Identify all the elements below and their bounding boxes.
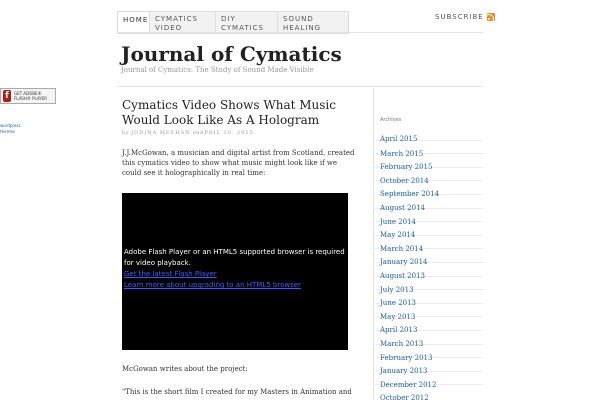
flash-icon: f [3, 90, 11, 102]
archive-link[interactable]: April 2015 [380, 135, 418, 143]
archive-item [375, 126, 483, 143]
archive-item [375, 235, 483, 253]
archive-item [375, 208, 483, 226]
archive-link[interactable]: October 2012 [380, 394, 429, 403]
archive-link[interactable]: September 2014 [380, 190, 440, 199]
archive-link[interactable]: December 2012 [380, 380, 437, 389]
archive-item [375, 344, 483, 362]
author-link[interactable]: JODINA MEEHAN [131, 130, 191, 136]
byline-prefix: by [122, 130, 130, 136]
sidebar-divider [373, 88, 374, 400]
video-player[interactable] [122, 193, 348, 350]
archive-item [375, 276, 483, 294]
byline-on: on [192, 130, 200, 136]
archive-item [375, 248, 483, 267]
post-byline [122, 130, 254, 136]
nav-item-home[interactable]: HOME [118, 12, 150, 33]
post-date: APRIL 10, 2015 [199, 130, 254, 136]
archive-item [375, 140, 483, 158]
post-paragraph: J.J.McGowan, a musician and digital artist from Scotland, created this cymatics video to show what music might look like if we could see it holographically in real time: [122, 149, 355, 177]
subscribe-label: SUBSCRIBE [435, 13, 484, 21]
post-quote: "This is the short film I created for my Masters in Animation and [122, 388, 352, 396]
archive-link[interactable]: January 2014 [380, 258, 428, 267]
archive-item [375, 330, 483, 348]
archives-heading: Archives [380, 117, 402, 123]
video-message-text: Adobe Flash Player or an HTML5 supported browser is required for video playback. [124, 248, 345, 267]
archive-link[interactable]: October 2014 [380, 176, 429, 185]
left-links [0, 123, 21, 135]
get-flash-link[interactable]: Get the latest Flash Player [124, 270, 217, 278]
subscribe-link[interactable] [435, 13, 495, 21]
archive-link[interactable]: June 2014 [380, 217, 417, 226]
archive-link[interactable]: February 2013 [380, 353, 433, 362]
archive-link[interactable]: February 2015 [380, 163, 433, 172]
archive-item [375, 262, 483, 280]
archive-item [375, 316, 483, 335]
archive-item [375, 303, 483, 321]
nav-item-diy-cymatics[interactable]: DIY CYMATICS [216, 12, 278, 33]
get-flash-player-badge[interactable] [0, 88, 56, 104]
site-title[interactable]: Journal of Cymatics [121, 42, 342, 66]
rss-icon [487, 13, 495, 21]
video-fallback-message [124, 247, 346, 291]
flash-badge-text: GET ADOBE® FLASH® PLAYER [13, 91, 48, 101]
archive-link[interactable]: May 2014 [380, 231, 416, 240]
header-divider [117, 86, 483, 87]
archive-link[interactable]: March 2014 [380, 244, 424, 253]
archive-link[interactable]: June 2013 [380, 299, 417, 308]
nav-item-cymatics-video[interactable]: CYMATICS VIDEO [150, 12, 216, 33]
site-tagline: Journal of Cymatics: The Study of Sound Made Visible [121, 66, 314, 74]
nav-divider [117, 32, 483, 33]
themes-link[interactable]: themes [0, 129, 16, 134]
archive-item [375, 289, 483, 308]
post-title[interactable]: Cymatics Video Shows What Music Would Look Like As A Hologram [122, 98, 336, 127]
archives-list [375, 126, 483, 403]
archive-link[interactable]: January 2013 [380, 367, 428, 376]
archive-item [375, 153, 483, 172]
html5-browser-link[interactable]: Learn more about upgrading to an HTML5 browser [124, 281, 301, 289]
archive-link[interactable]: August 2014 [380, 203, 425, 212]
archive-item [375, 371, 483, 389]
post-paragraph: McGowan writes about the project: [122, 365, 248, 373]
top-nav [117, 11, 349, 34]
archive-link[interactable]: March 2013 [380, 339, 424, 348]
archive-link[interactable]: April 2013 [380, 326, 418, 335]
wordpress-link[interactable]: wordpress [0, 123, 21, 128]
archive-item [375, 221, 483, 240]
archive-link[interactable]: July 2013 [380, 285, 414, 294]
archive-item [375, 180, 483, 199]
nav-item-sound-healing[interactable]: SOUND HEALING [283, 15, 322, 32]
archive-link[interactable]: March 2015 [380, 149, 424, 158]
archive-link[interactable]: August 2013 [380, 271, 425, 280]
archive-link[interactable]: May 2013 [380, 312, 416, 321]
